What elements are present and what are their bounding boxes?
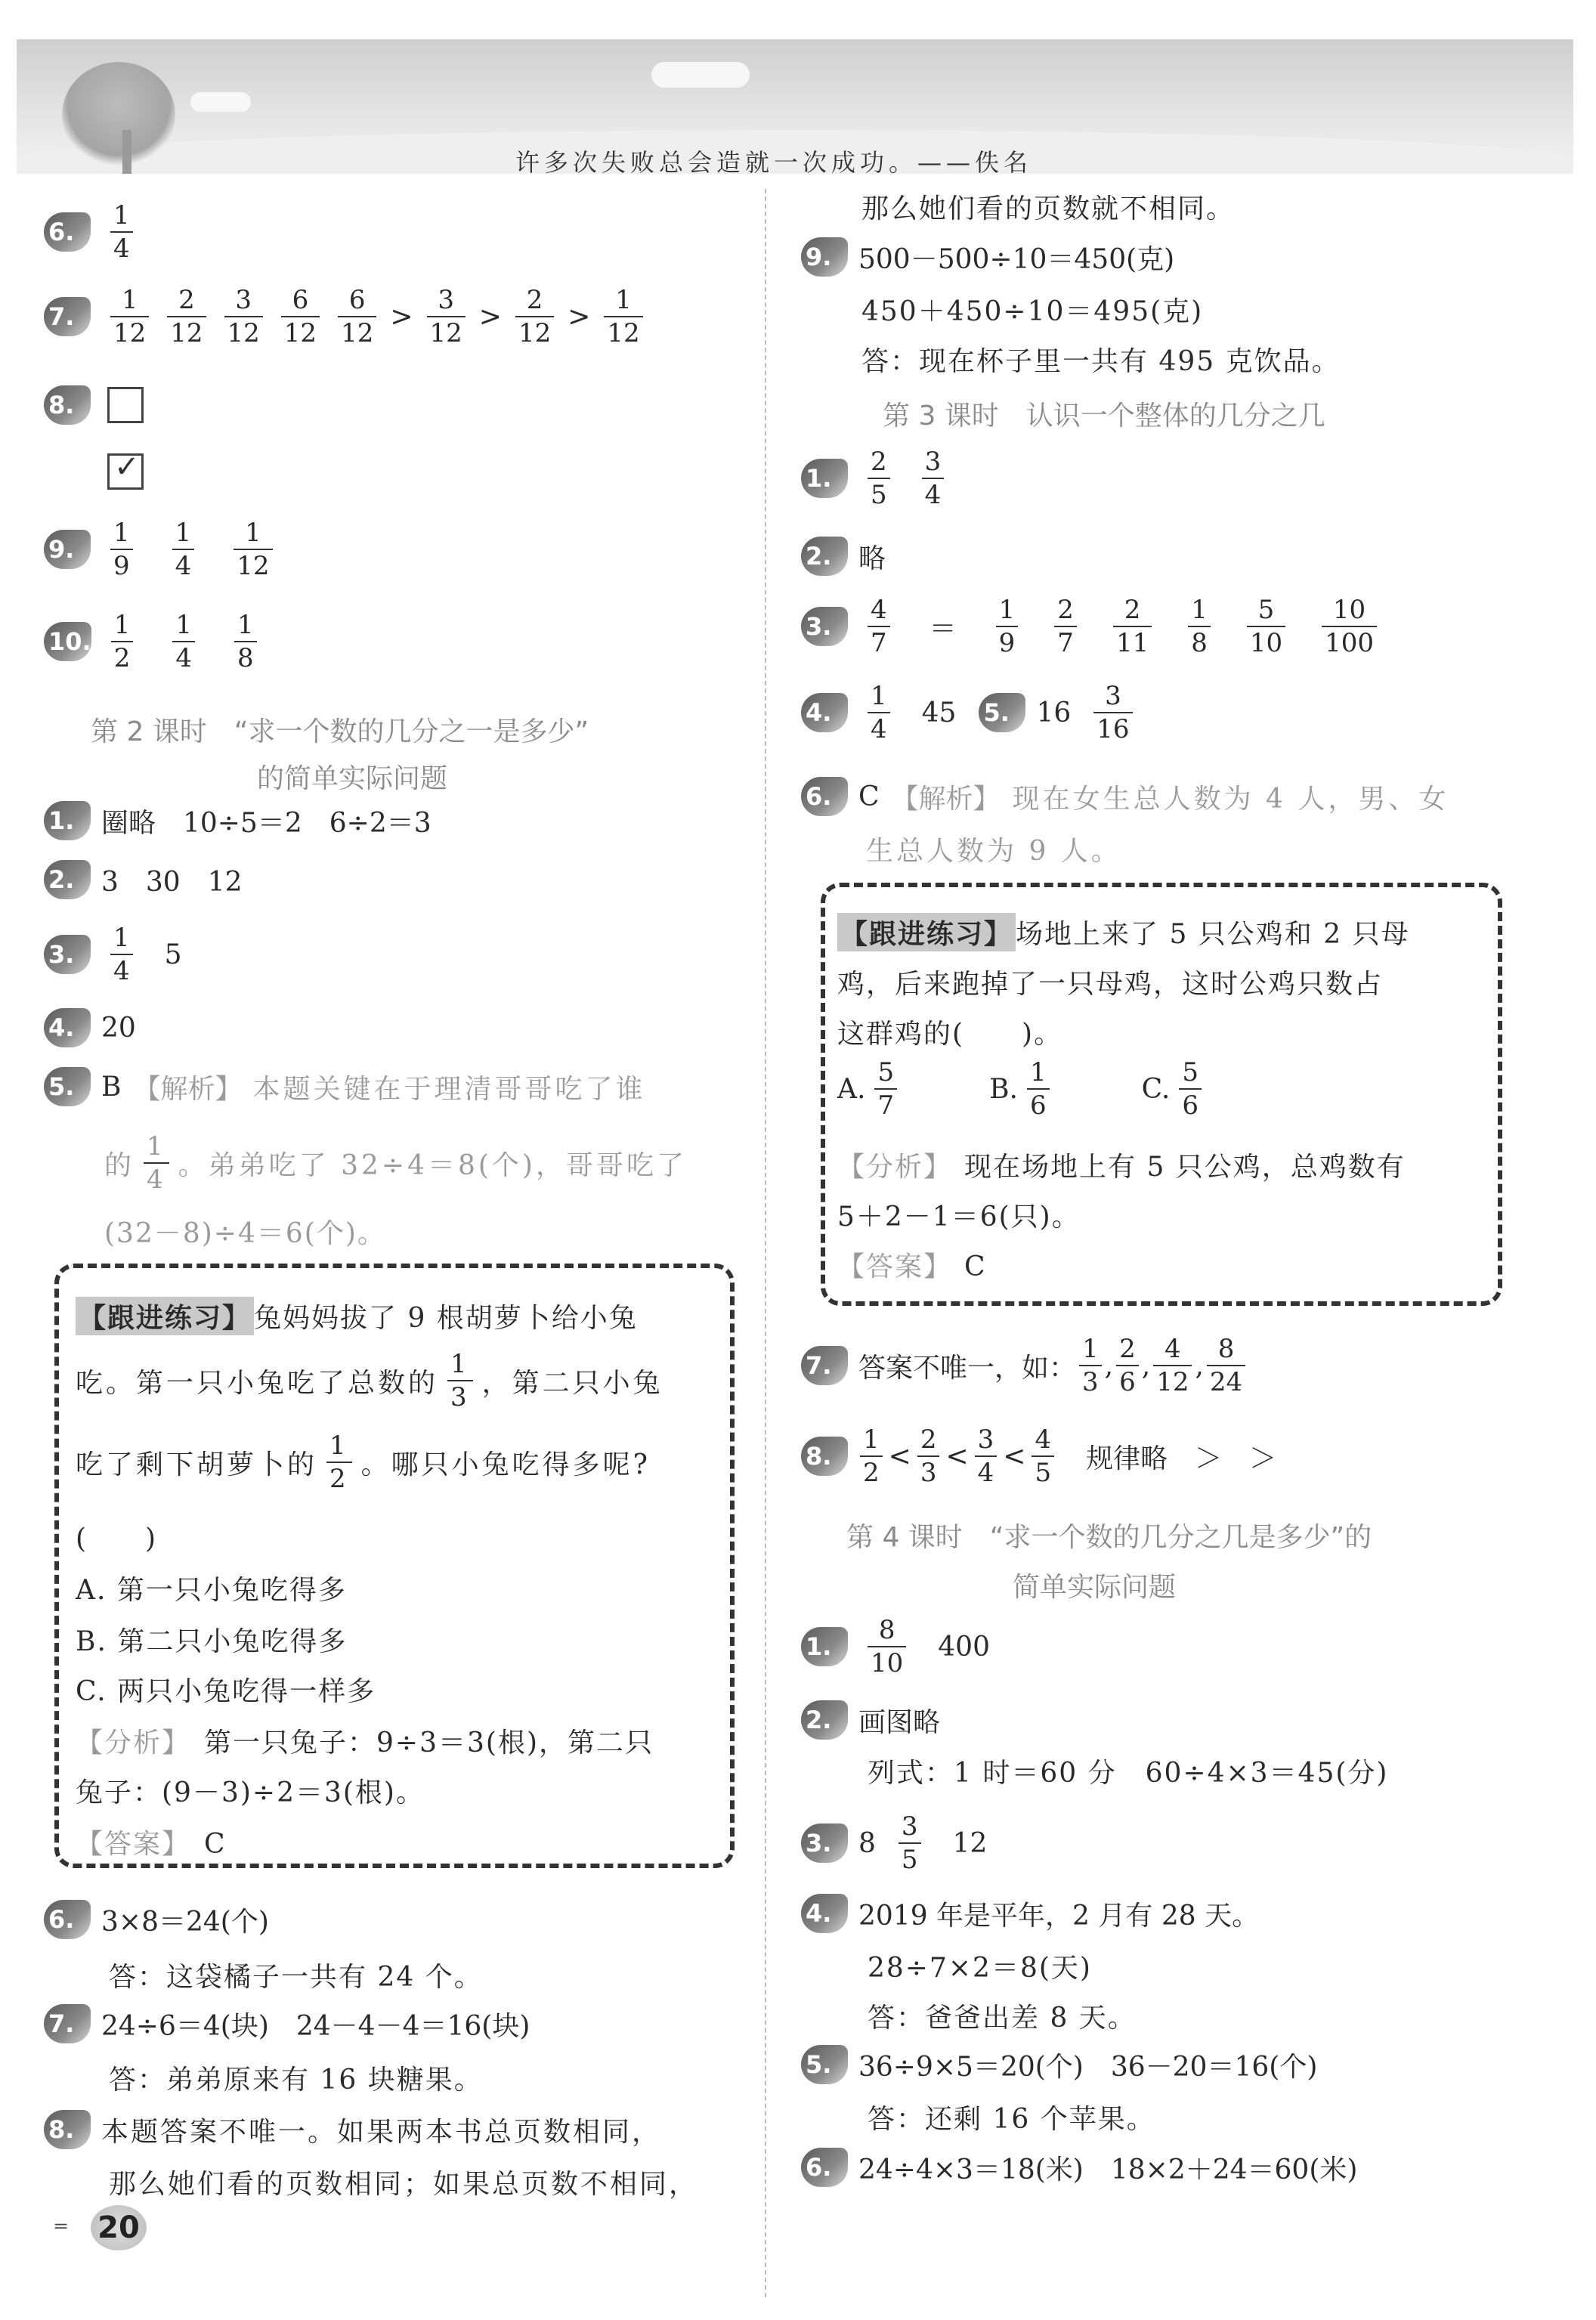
question-number: 1. <box>44 801 91 840</box>
question-number: 3. <box>44 935 91 974</box>
answer-choice: B <box>101 1071 122 1103</box>
analysis-text: 本题关键在于理清哥哥吃了谁 <box>252 1073 646 1105</box>
greater-than: > <box>390 301 413 333</box>
sparkle-icon: ⁼ <box>53 2214 70 2249</box>
fraction: $\frac{1}{2}$ <box>326 1433 352 1492</box>
fraction: $\frac{1}{3}$ <box>447 1351 473 1410</box>
page-number: 20 <box>91 2205 147 2250</box>
fraction: $\frac{1}{8}$ <box>234 612 257 671</box>
lesson3-answer-8: 8. $\frac{1}{2}$ < $\frac{2}{3}$ < $\frac{3}{4}$ < $\frac{4}{5}$ 规律略 ＞ ＞ <box>801 1427 1276 1486</box>
tree-trunk <box>122 130 131 174</box>
lesson-4-subtitle: 简单实际问题 <box>1013 1572 1177 1603</box>
fraction: $\frac{1}{6}$ <box>1027 1059 1050 1118</box>
greater-than: > <box>478 301 502 333</box>
option-c: C. 两只小兔吃得一样多 <box>76 1676 376 1707</box>
lesson2-answer-6: 6. 3×8＝24(个) <box>44 1900 269 1939</box>
fraction: $\frac{3}{4}$ <box>922 449 945 508</box>
question-number: 2. <box>801 537 848 576</box>
lesson2-answer-6-line2: 答：这袋橘子一共有 24 个。 <box>109 1962 483 1993</box>
question-number: 8. <box>44 385 91 425</box>
lesson3-answer-4-5: 4. $\frac{1}{4}$ 45 5. 16 $\frac{3}{16}$ <box>801 683 1142 742</box>
cloud-illustration <box>190 92 251 112</box>
fraction: $\frac{1}{12}$ <box>604 287 642 346</box>
question-number: 6. <box>801 2148 848 2187</box>
fraction: $\frac{1}{4}$ <box>144 1134 169 1192</box>
practice-analysis-2: 兔子：(9－3)÷2＝3(根)。 <box>76 1777 425 1808</box>
question-number: 1. <box>801 459 848 498</box>
lesson2-answer-5 <box>44 1067 646 1106</box>
fraction: $\frac{2}{3}$ <box>917 1427 940 1486</box>
fraction: $\frac{1}{8}$ <box>1188 597 1211 656</box>
question-number: 4. <box>801 1894 848 1933</box>
lesson3-answer-7: 7. 答案不唯一，如： $\frac{1}{3}$ , $\frac{2}{6}$ , $\frac{4}{12}$ , $\frac{8}{24}$ <box>801 1336 1248 1395</box>
lesson2-answer-8: 8. 本题答案不唯一。如果两本书总页数相同， <box>44 2110 661 2149</box>
fraction: $\frac{1}{2}$ <box>860 1427 883 1486</box>
question-number: 3. <box>801 607 848 646</box>
fraction: $\frac{10}{100}$ <box>1322 597 1377 656</box>
answer-text: 圈略 10÷5＝2 6÷2＝3 <box>101 807 431 839</box>
practice-answer: 【答案】 C <box>837 1251 987 1282</box>
question-number: 4. <box>44 1008 91 1047</box>
lesson2-answer-5-line2: 的 $\frac{1}{4}$ 。弟弟吃了 32÷4＝8(个)，哥哥吃了 <box>104 1131 687 1195</box>
answer-6 <box>44 200 142 264</box>
fraction: $\frac{2}{11}$ <box>1113 597 1152 656</box>
fraction: $\frac{1}{4}$ <box>110 925 133 984</box>
lesson3-answer-6: 6. C 【解析】 现在女生总人数为 4 人，男、女 <box>801 777 1449 816</box>
answer-9-line2: 450＋450÷10＝495(克) <box>861 296 1204 327</box>
practice-line-3: 这群鸡的( )。 <box>837 1019 1063 1050</box>
lesson3-answer-1 <box>801 449 953 508</box>
fraction: $\frac{1}{3}$ <box>1079 1336 1102 1395</box>
lesson2-answer-2 <box>44 860 243 899</box>
header-banner <box>17 39 1573 174</box>
fraction: $\frac{4}{7}$ <box>868 597 890 656</box>
answer-text: 20 <box>101 1012 136 1044</box>
practice-line-3: 吃了剩下胡萝卜的 $\frac{1}{2}$ 。哪只小兔吃得多呢? <box>76 1431 651 1494</box>
answer-8-checked <box>101 450 144 490</box>
fraction: $\frac{6}{12}$ <box>281 287 320 346</box>
tree-illustration <box>62 62 175 168</box>
practice-line-1: 【跟进练习】 场地上来了 5 只公鸡和 2 只母 <box>837 913 1410 951</box>
lesson4-answer-4-line3: 答：爸爸出差 8 天。 <box>868 2003 1137 2034</box>
fraction: $\frac{1}{2}$ <box>111 612 134 671</box>
empty-checkbox-icon <box>107 387 144 423</box>
lesson4-answer-5-line2: 答：还剩 16 个苹果。 <box>868 2104 1155 2135</box>
column-divider <box>765 189 766 2297</box>
fraction: $\frac{5}{10}$ <box>1247 597 1285 656</box>
practice-analysis-1: 【分析】 第一只兔子：9÷3＝3(根)，第二只 <box>76 1728 654 1759</box>
fraction: $\frac{4}{5}$ <box>1032 1427 1054 1486</box>
lesson-3-title: 第 3 课时 认识一个整体的几分之几 <box>883 401 1325 432</box>
lesson2-answer-1 <box>44 801 431 840</box>
lesson4-answer-4: 4. 2019 年是平年，2 月有 28 天。 <box>801 1894 1259 1933</box>
option-b: B. 第二只小兔吃得多 <box>76 1626 348 1657</box>
fraction: $\frac{2}{12}$ <box>167 287 206 346</box>
fraction: $\frac{3}{16}$ <box>1093 683 1132 742</box>
lesson4-answer-6: 6. 24÷4×3＝18(米) 18×2＋24＝60(米) <box>801 2148 1357 2187</box>
practice-options: A. $\frac{5}{7}$ B. $\frac{1}{6}$ C. $\frac{5}{6}$ <box>837 1059 1211 1118</box>
option-a: A. 第一只小兔吃得多 <box>76 1575 347 1606</box>
lesson2-answer-7: 7. 24÷6＝4(块) 24－4－4＝16(块) <box>44 2004 530 2043</box>
fraction: $\frac{1}{12}$ <box>110 287 149 346</box>
greater-than: > <box>568 301 591 333</box>
fraction: $\frac{1}{4}$ <box>868 683 890 742</box>
lesson3-answer-2: 2. 略 <box>801 537 886 576</box>
fraction: $\frac{5}{7}$ <box>874 1059 897 1118</box>
answer-text: 5 <box>164 939 182 970</box>
fraction: $\frac{3}{12}$ <box>224 287 263 346</box>
lesson2-answer-4 <box>44 1008 136 1047</box>
answer-8 <box>44 385 144 425</box>
practice-badge: 【跟进练习】 <box>76 1297 254 1335</box>
lesson4-answer-2-line2: 列式：1 时＝60 分 60÷4×3＝45(分) <box>868 1758 1389 1789</box>
fraction: $\frac{4}{12}$ <box>1153 1336 1192 1395</box>
question-number: 5. <box>979 693 1025 732</box>
lesson4-answer-5: 5. 36÷9×5＝20(个) 36－20＝16(个) <box>801 2045 1317 2084</box>
lesson4-answer-1: 1. $\frac{8}{10}$ 400 <box>801 1617 990 1676</box>
practice-analysis-1: 【分析】 现在场地上有 5 只公鸡，总鸡数有 <box>837 1152 1406 1183</box>
question-number: 1. <box>801 1627 848 1666</box>
fraction: $\frac{1}{9}$ <box>996 597 1019 656</box>
lesson3-answer-6-line2: 生总人数为 9 人。 <box>866 836 1121 867</box>
question-number: 4. <box>801 693 848 732</box>
fraction: $\frac{2}{5}$ <box>868 449 890 508</box>
question-number: 2. <box>44 860 91 899</box>
question-number: 6. <box>801 777 848 816</box>
practice-badge: 【跟进练习】 <box>837 913 1016 951</box>
right-continuation: 那么她们看的页数就不相同。 <box>861 193 1236 224</box>
fraction: $\frac{3}{12}$ <box>427 287 466 346</box>
fraction: $\frac{3}{4}$ <box>975 1427 998 1486</box>
fraction: $\frac{2}{6}$ <box>1116 1336 1139 1395</box>
fraction: $\frac{3}{5}$ <box>899 1814 921 1873</box>
practice-blank: ( ) <box>76 1523 158 1554</box>
practice-analysis-2: 5＋2－1＝6(只)。 <box>837 1202 1081 1233</box>
lesson2-answer-8-line2: 那么她们看的页数相同；如果总页数不相同， <box>109 2169 699 2200</box>
lesson4-answer-2: 2. 画图略 <box>801 1700 940 1740</box>
question-number: 8. <box>801 1437 848 1476</box>
practice-line-1: 【跟进练习】 兔妈妈拔了 9 根胡萝卜给小兔 <box>76 1297 638 1335</box>
question-number: 8. <box>44 2110 91 2149</box>
lesson-4-title: 第 4 课时 “求一个数的几分之几是多少”的 <box>846 1522 1372 1553</box>
fraction: $\frac{6}{12}$ <box>338 287 376 346</box>
answer-10 <box>44 612 266 671</box>
question-number: 7. <box>801 1346 848 1385</box>
lesson-2-title: 第 2 课时 “求一个数的几分之一是多少” <box>91 716 589 747</box>
fraction: $\frac{2}{12}$ <box>515 287 554 346</box>
answer-9-line3: 答：现在杯子里一共有 495 克饮品。 <box>861 346 1341 377</box>
lesson4-answer-3: 3. 8 $\frac{3}{5}$ 12 <box>801 1814 987 1873</box>
fraction: $\frac{1}{4}$ <box>172 612 195 671</box>
fraction: $\frac{1}{4}$ <box>172 520 195 579</box>
question-number: 7. <box>44 2004 91 2043</box>
header-motto: 许多次失败总会造就一次成功。——佚名 <box>515 148 1033 174</box>
practice-line-2: 鸡，后来跑掉了一只母鸡，这时公鸡只数占 <box>837 969 1384 1000</box>
question-number: 9. <box>801 237 848 277</box>
question-number: 3. <box>801 1824 848 1863</box>
practice-box-left <box>54 1264 735 1868</box>
lesson2-answer-3 <box>44 925 182 984</box>
fraction: $\frac{1}{12}$ <box>234 520 272 579</box>
question-number: 9. <box>44 530 91 569</box>
question-number: 6. <box>44 1900 91 1939</box>
lesson2-answer-5-line3: (32－8)÷4＝6(个)。 <box>104 1218 386 1249</box>
practice-answer: 【答案】 C <box>76 1829 227 1860</box>
answer-7 <box>44 287 652 346</box>
checked-checkbox-icon: ✓ <box>107 453 144 490</box>
practice-line-2: 吃。第一只小兔吃了总数的 $\frac{1}{3}$ ，第二只小兔 <box>76 1349 663 1412</box>
fraction: $\frac{8}{10}$ <box>868 1617 906 1676</box>
cloud-illustration <box>651 62 750 88</box>
question-number: 5. <box>44 1067 91 1106</box>
lesson3-answer-3: 3. $\frac{4}{7}$ ＝ $\frac{1}{9}$ $\frac{2}{7}$ $\frac{2}{11}$ $\frac{1}{8}$ $\frac{5}{10}$ $\frac{10}{100}$ <box>801 597 1386 656</box>
lesson-2-subtitle: 的简单实际问题 <box>257 763 448 794</box>
fraction: $\frac{8}{24}$ <box>1207 1336 1245 1395</box>
question-number: 2. <box>801 1700 848 1740</box>
question-number: 5. <box>801 2045 848 2084</box>
fraction: $\frac{5}{6}$ <box>1179 1059 1202 1118</box>
answer-text: 3 30 12 <box>101 866 243 898</box>
question-number: 7. <box>44 297 91 336</box>
lesson4-answer-4-line2: 28÷7×2＝8(天) <box>868 1953 1092 1984</box>
fraction: $\frac{1}{4}$ <box>110 203 133 261</box>
answer-9-right: 9. 500－500÷10＝450(克) <box>801 237 1174 277</box>
analysis-tag: 【解析】 <box>133 1073 243 1105</box>
answer-9 <box>44 520 282 579</box>
practice-box-right <box>821 883 1502 1306</box>
lesson2-answer-7-line2: 答：弟弟原来有 16 块糖果。 <box>109 2065 483 2096</box>
question-number: 6. <box>44 212 91 252</box>
fraction: $\frac{1}{9}$ <box>110 520 133 579</box>
fraction: $\frac{2}{7}$ <box>1054 597 1077 656</box>
question-number: 10. <box>44 622 91 661</box>
